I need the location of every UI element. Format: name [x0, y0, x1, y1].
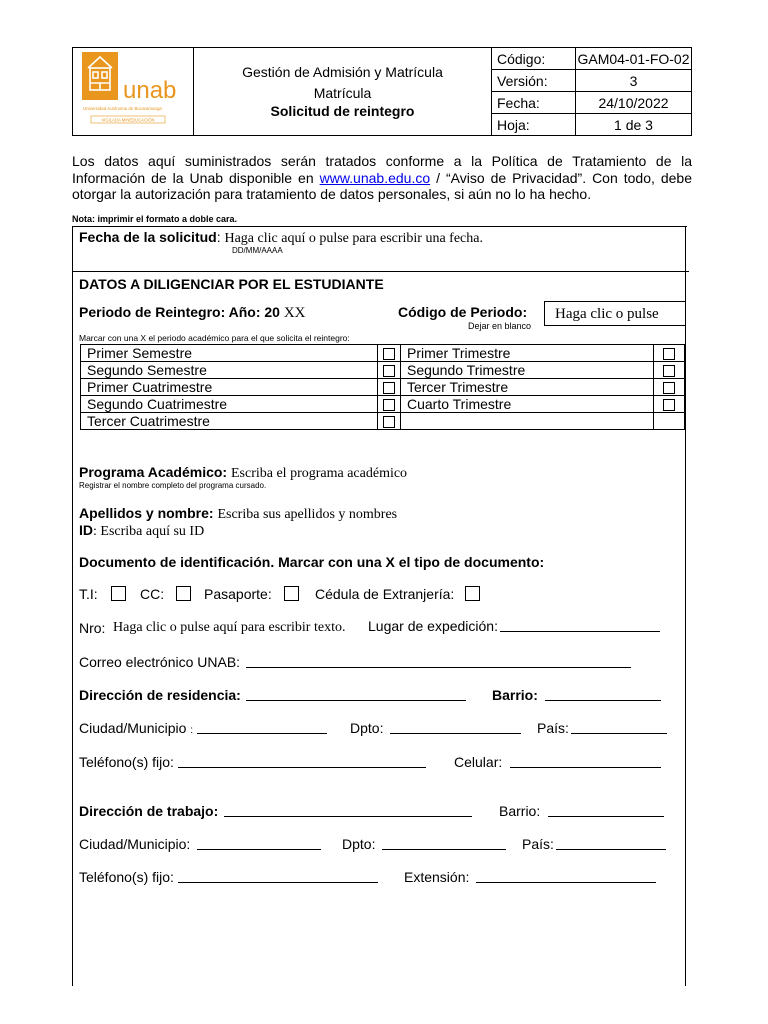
trabajo-pais-input[interactable] — [556, 837, 666, 850]
residencia-pais-input[interactable] — [571, 721, 667, 734]
correo-label: Correo electrónico UNAB: — [79, 654, 241, 670]
programa-label: Programa Académico: — [79, 464, 228, 480]
header-title-cell — [194, 48, 492, 136]
period-checkbox[interactable] — [377, 379, 400, 396]
period-row — [81, 379, 685, 396]
id-row — [79, 522, 204, 540]
form-left-border — [72, 226, 73, 986]
periodo-label-text: Periodo de Reintegro: Año: 20 — [79, 304, 280, 320]
periodo-label — [79, 304, 306, 322]
meta-value: 1 de 3 — [576, 114, 692, 136]
period-left-label: Segundo Semestre — [81, 362, 378, 379]
period-table — [80, 344, 685, 430]
residencia-telefono-input[interactable] — [178, 755, 426, 768]
period-right-label: Tercer Trimestre — [400, 379, 653, 396]
svg-text:Universidad Autónoma de Bucara: Universidad Autónoma de Bucaramanga — [83, 106, 162, 111]
nombre-row — [79, 505, 397, 523]
trabajo-barrio-label: Barrio: — [499, 803, 541, 819]
doc-extranjeria-checkbox[interactable] — [465, 586, 480, 601]
fecha-date-picker[interactable]: Haga clic aquí o pulse para escribir una fecha. — [224, 231, 483, 246]
residencia-ciudad-input[interactable] — [197, 721, 327, 734]
period-checkbox[interactable] — [654, 379, 685, 396]
logo-cell — [73, 48, 194, 136]
meta-key: Código: — [492, 48, 576, 70]
expedicion-label: Lugar de expedición: — [368, 618, 498, 634]
residencia-celular-input[interactable] — [510, 755, 661, 768]
privacy-text-2: / “Aviso de Privacidad”. Con todo, debe otorgar la autorización para tratamiento de datos personales, si aún no lo ha hecho. — [72, 169, 693, 202]
residencia-pais-label: País: — [537, 720, 569, 736]
codigo-periodo-label: Código de Periodo: — [398, 304, 528, 320]
svg-text:VIGILADA MINEDUCACIÓN: VIGILADA MINEDUCACIÓN — [101, 117, 155, 123]
id-colon: : — [93, 524, 101, 539]
form-divider — [72, 271, 689, 272]
documento-title: Documento de identificación. Marcar con una X el tipo de documento: — [79, 554, 545, 570]
nro-input[interactable]: Haga clic o pulse aquí para escribir texto. — [113, 620, 346, 635]
doc-ti-label: T.I: — [79, 586, 98, 602]
trabajo-dpto-label: Dpto: — [342, 836, 376, 852]
period-checkbox[interactable] — [377, 396, 400, 413]
programa-hint: Registrar el nombre completo del programa cursado. — [79, 481, 267, 490]
period-right-label: Cuarto Trimestre — [400, 396, 653, 413]
correo-input[interactable] — [246, 655, 631, 668]
unab-logo — [77, 50, 189, 130]
period-checkbox[interactable] — [377, 345, 400, 362]
meta-value: GAM04-01-FO-02 — [576, 48, 692, 70]
doc-cc-label: CC: — [140, 586, 165, 602]
periodo-instruction: Marcar con una X el periodo académico para el que solicita el reintegro: — [79, 333, 350, 343]
header-table — [72, 47, 692, 136]
doc-extranjeria-label: Cédula de Extranjería: — [315, 586, 455, 602]
fecha-label: Fecha de la solicitud — [79, 229, 217, 245]
residencia-celular-label: Celular: — [454, 754, 503, 770]
trabajo-pais-label: País: — [522, 836, 554, 852]
trabajo-ciudad-input[interactable] — [197, 837, 321, 850]
doc-cc-checkbox[interactable] — [176, 586, 191, 601]
period-checkbox[interactable] — [654, 396, 685, 413]
residencia-direccion-input[interactable] — [246, 688, 466, 701]
period-left-label: Segundo Cuatrimestre — [81, 396, 378, 413]
residencia-dpto-input[interactable] — [390, 721, 521, 734]
residencia-ciudad-text: Ciudad/Municipio — [79, 720, 187, 736]
trabajo-ciudad-label: Ciudad/Municipio: — [79, 836, 191, 852]
period-checkbox[interactable] — [654, 345, 685, 362]
nro-label: Nro: — [79, 620, 106, 636]
trabajo-extension-label: Extensión: — [404, 869, 470, 885]
residencia-barrio-input[interactable] — [545, 688, 661, 701]
header-line1: Gestión de Admisión y Matrícula — [242, 64, 443, 80]
period-row — [81, 396, 685, 413]
expedicion-input[interactable] — [500, 619, 660, 632]
meta-value: 3 — [576, 70, 692, 92]
form-right-border — [685, 226, 686, 986]
meta-value: 24/10/2022 — [576, 92, 692, 114]
period-left-label: Tercer Cuatrimestre — [81, 413, 378, 430]
period-row — [81, 345, 685, 362]
fecha-colon: : — [216, 229, 225, 245]
header-line2: Matrícula — [313, 85, 372, 101]
year-input[interactable]: XX — [283, 305, 306, 321]
programa-row — [79, 464, 407, 482]
residencia-telefono-label: Teléfono(s) fijo: — [79, 754, 174, 770]
residencia-ciudad-label — [79, 720, 193, 736]
meta-key: Versión: — [492, 70, 576, 92]
residencia-dpto-label: Dpto: — [350, 720, 384, 736]
meta-key: Fecha: — [492, 92, 576, 114]
period-left-label: Primer Cuatrimestre — [81, 379, 378, 396]
trabajo-telefono-label: Teléfono(s) fijo: — [79, 869, 174, 885]
doc-pasaporte-label: Pasaporte: — [204, 586, 272, 602]
nombre-input[interactable]: Escriba sus apellidos y nombres — [217, 507, 398, 522]
residencia-barrio-label: Barrio: — [492, 687, 538, 703]
period-right-label — [400, 413, 653, 430]
privacy-text-1: Los datos aquí suministrados serán tratados conforme a la Política de Tratamiento de la Información de la Unab disponible en — [72, 153, 692, 186]
period-row — [81, 413, 685, 430]
section-title: DATOS A DILIGENCIAR POR EL ESTUDIANTE — [79, 276, 384, 292]
period-right-label: Primer Trimestre — [400, 345, 653, 362]
period-row — [81, 362, 685, 379]
fecha-format-hint: DD/MM/AAAA — [232, 246, 283, 255]
id-input[interactable]: Escriba aquí su ID — [100, 524, 205, 539]
programa-input[interactable]: Escriba el programa académico — [230, 466, 408, 481]
residencia-direccion-label: Dirección de residencia: — [79, 687, 241, 703]
period-empty-cell — [654, 413, 685, 430]
trabajo-extension-input[interactable] — [476, 870, 656, 883]
print-note: Nota: imprimir el formato a doble cara. — [72, 214, 238, 224]
trabajo-telefono-input[interactable] — [178, 870, 378, 883]
period-checkbox[interactable] — [377, 413, 400, 430]
codigo-periodo-input[interactable]: Haga clic o pulse — [544, 301, 685, 326]
trabajo-dpto-input[interactable] — [382, 837, 506, 850]
id-label: ID — [79, 522, 93, 538]
period-left-label: Primer Semestre — [81, 345, 378, 362]
meta-key: Hoja: — [492, 114, 576, 136]
header-line3: Solicitud de reintegro — [270, 103, 415, 119]
period-right-label: Segundo Trimestre — [400, 362, 653, 379]
codigo-periodo-hint: Dejar en blanco — [468, 321, 532, 331]
trabajo-direccion-label: Dirección de trabajo: — [79, 803, 219, 819]
nombre-label: Apellidos y nombre: — [79, 505, 214, 521]
residencia-ciudad-colon: : — [190, 725, 194, 736]
form-top-border — [72, 226, 687, 227]
doc-ti-checkbox[interactable] — [111, 586, 126, 601]
privacy-notice — [72, 153, 692, 203]
period-checkbox[interactable] — [377, 362, 400, 379]
doc-pasaporte-checkbox[interactable] — [284, 586, 299, 601]
period-checkbox[interactable] — [654, 362, 685, 379]
trabajo-direccion-input[interactable] — [224, 804, 472, 817]
trabajo-barrio-input[interactable] — [548, 804, 664, 817]
svg-text:unab: unab — [123, 77, 177, 104]
fecha-row — [79, 229, 483, 247]
unab-link[interactable]: www.unab.edu.co — [319, 169, 431, 186]
